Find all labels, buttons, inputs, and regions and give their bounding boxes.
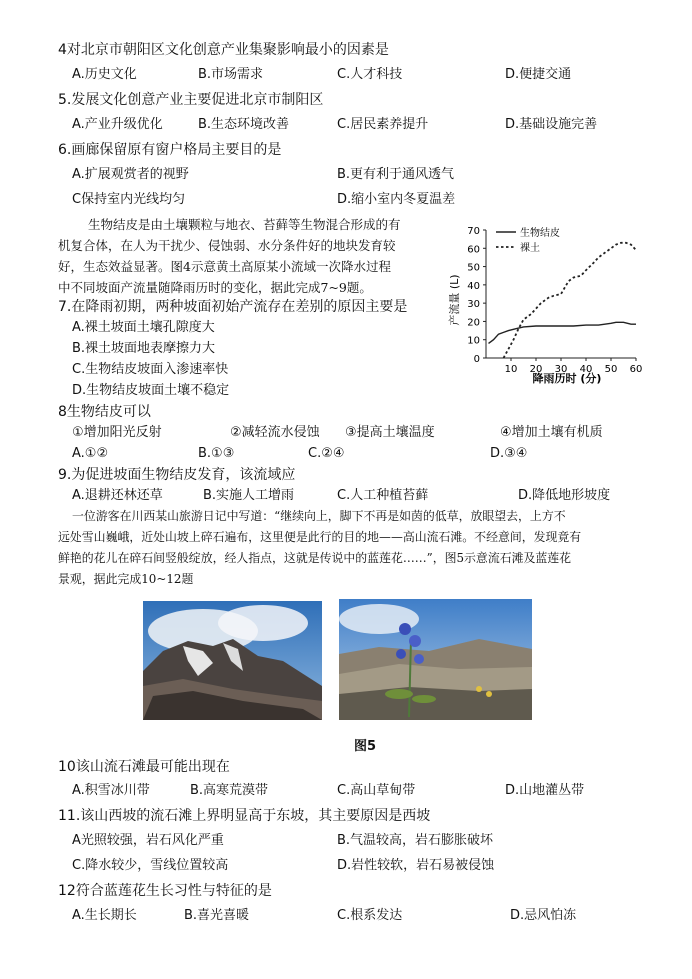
q7-option-d[interactable]: D.生物结皮坡面土壤不稳定 (72, 383, 230, 398)
q5-option-c[interactable]: C.居民素养提升 (337, 117, 429, 132)
q6-option-c[interactable]: C保持室内光线均匀 (72, 192, 186, 207)
q5-option-a[interactable]: A.产业升级优化 (72, 117, 163, 132)
x-tick-label: 40 (579, 364, 593, 375)
series-line-bare-soil (504, 243, 637, 358)
q8-option-b[interactable]: B.①③ (198, 446, 235, 461)
chart-ticks (467, 226, 642, 375)
x-tick-label: 30 (554, 364, 568, 375)
x-tick-label: 60 (629, 364, 643, 375)
series-line-bio-crust (489, 322, 637, 343)
passage1-line-4: 中不同坡面产流量随降雨历时的变化，据此完成7~9题。 (58, 280, 372, 295)
scree-slope-photo (143, 601, 322, 720)
q12-option-a[interactable]: A.生长期长 (72, 908, 137, 923)
q8-option-d[interactable]: D.③④ (490, 446, 528, 461)
q4-stem: 4对北京市朝阳区文化创意产业集聚影响最小的因素是 (58, 42, 389, 58)
y-axis-label: 产流量 (L) (448, 274, 461, 326)
q10-option-b[interactable]: B.高寒荒漠带 (190, 783, 269, 798)
q4-option-d[interactable]: D.便捷交通 (505, 67, 572, 82)
q8-item-4: ④增加土壤有机质 (500, 425, 603, 440)
q10-option-c[interactable]: C.高山草甸带 (337, 783, 416, 798)
q12-option-b[interactable]: B.喜光喜暖 (184, 908, 250, 923)
y-tick-label: 30 (467, 299, 480, 311)
q4-option-a[interactable]: A.历史文化 (72, 67, 137, 82)
q7-option-c[interactable]: C.生物结皮坡面入渗速率快 (72, 362, 229, 377)
q11-option-b[interactable]: B.气温较高，岩石膨胀破坏 (337, 833, 494, 848)
runoff-chart (440, 218, 650, 388)
q11-option-c[interactable]: C.降水较少，雪线位置较高 (72, 858, 229, 873)
passage2-line-2: 远处雪山巍峨，近处山坡上碎石遍布，这里便是此行的目的地——高山流石滩。不经意间，发现竟有 (58, 530, 582, 544)
y-tick-label: 20 (467, 317, 480, 329)
q4-option-c[interactable]: C.人才科技 (337, 67, 403, 82)
x-tick-label: 50 (604, 364, 618, 375)
legend-label: 生物结皮 (520, 228, 560, 239)
q12-option-d[interactable]: D.忌风怕冻 (510, 908, 577, 923)
q9-stem: 9.为促进坡面生物结皮发育，该流域应 (58, 467, 296, 483)
q9-option-a[interactable]: A.退耕还林还草 (72, 488, 163, 503)
q8-item-1: ①增加阳光反射 (72, 425, 162, 440)
q8-item-2: ②减轻流水侵蚀 (230, 425, 320, 440)
q12-stem: 12符合蓝莲花生长习性与特征的是 (58, 883, 272, 899)
passage2-line-4: 景观，据此完成10~12题 (58, 572, 194, 586)
passage1-line-2: 机复合体，在人为干扰少、侵蚀弱、水分条件好的地块发育较 (58, 238, 396, 253)
figure5-caption: 图5 (354, 739, 377, 754)
y-tick-label: 50 (467, 262, 480, 274)
q9-option-b[interactable]: B.实施人工增雨 (203, 488, 295, 503)
q8-item-3: ③提高土壤温度 (345, 425, 435, 440)
q11-option-d[interactable]: D.岩性较软，岩石易被侵蚀 (337, 858, 495, 873)
q5-stem: 5.发展文化创意产业主要促进北京市制阳区 (58, 92, 324, 108)
x-tick-label: 20 (529, 364, 543, 375)
y-tick-label: 60 (467, 244, 480, 256)
q6-option-b[interactable]: B.更有利于通风透气 (337, 167, 455, 182)
y-tick-label: 70 (467, 226, 480, 237)
q7-option-b[interactable]: B.裸土坡面地表摩擦力大 (72, 341, 216, 356)
q6-option-a[interactable]: A.扩展观赏者的视野 (72, 167, 189, 182)
blue-lotus-photo (339, 599, 532, 720)
passage2-line-1: 一位游客在川西某山旅游日记中写道：“继续向上，脚下不再是如茵的低草，放眼望去，上方不 (72, 509, 566, 523)
q11-option-a[interactable]: A光照较强，岩石风化严重 (72, 833, 224, 848)
q7-option-a[interactable]: A.裸土坡面土壤孔隙度大 (72, 320, 215, 335)
q9-option-c[interactable]: C.人工种植苔藓 (337, 488, 429, 503)
q11-stem: 11.该山西坡的流石滩上界明显高于东坡，其主要原因是西坡 (58, 808, 431, 824)
passage1-line-1: 生物结皮是由土壤颗粒与地衣、苔藓等生物混合形成的有 (88, 217, 401, 232)
legend-label: 裸土 (520, 243, 540, 254)
q5-option-d[interactable]: D.基础设施完善 (505, 117, 598, 132)
chart-series (489, 243, 637, 358)
q4-option-b[interactable]: B.市场需求 (198, 67, 264, 82)
q10-option-d[interactable]: D.山地灌丛带 (505, 783, 585, 798)
q10-stem: 10该山流石滩最可能出现在 (58, 759, 230, 775)
q12-option-c[interactable]: C.根系发达 (337, 908, 403, 923)
q7-stem: 7.在降雨初期，两种坡面初始产流存在差别的原因主要是 (58, 299, 408, 315)
y-tick-label: 10 (467, 335, 480, 347)
passage2-line-3: 鲜艳的花儿在碎石间竖般绽放，经人指点，这就是传说中的蓝莲花……”，图5示意流石滩及蓝莲花 (58, 551, 572, 565)
chart-axes (486, 230, 636, 358)
passage1-line-3: 好，生态效益显著。图4示意黄土高原某小流域一次降水过程 (58, 259, 391, 274)
y-tick-label: 0 (473, 354, 480, 365)
x-tick-label: 10 (504, 364, 518, 375)
q5-option-b[interactable]: B.生态环境改善 (198, 117, 290, 132)
x-axis-label: 降雨历时 (分) (532, 372, 602, 385)
q8-stem: 8生物结皮可以 (58, 404, 151, 420)
chart-legend (496, 226, 560, 254)
q9-option-d[interactable]: D.降低地形坡度 (518, 488, 611, 503)
q10-option-a[interactable]: A.积雪冰川带 (72, 783, 150, 798)
q6-stem: 6.画廊保留原有窗户格局主要目的是 (58, 142, 282, 158)
q8-option-c[interactable]: C.②④ (308, 446, 345, 461)
q6-option-d[interactable]: D.缩小室内冬夏温差 (337, 192, 456, 207)
y-tick-label: 40 (467, 280, 480, 292)
q8-option-a[interactable]: A.①② (72, 446, 109, 461)
